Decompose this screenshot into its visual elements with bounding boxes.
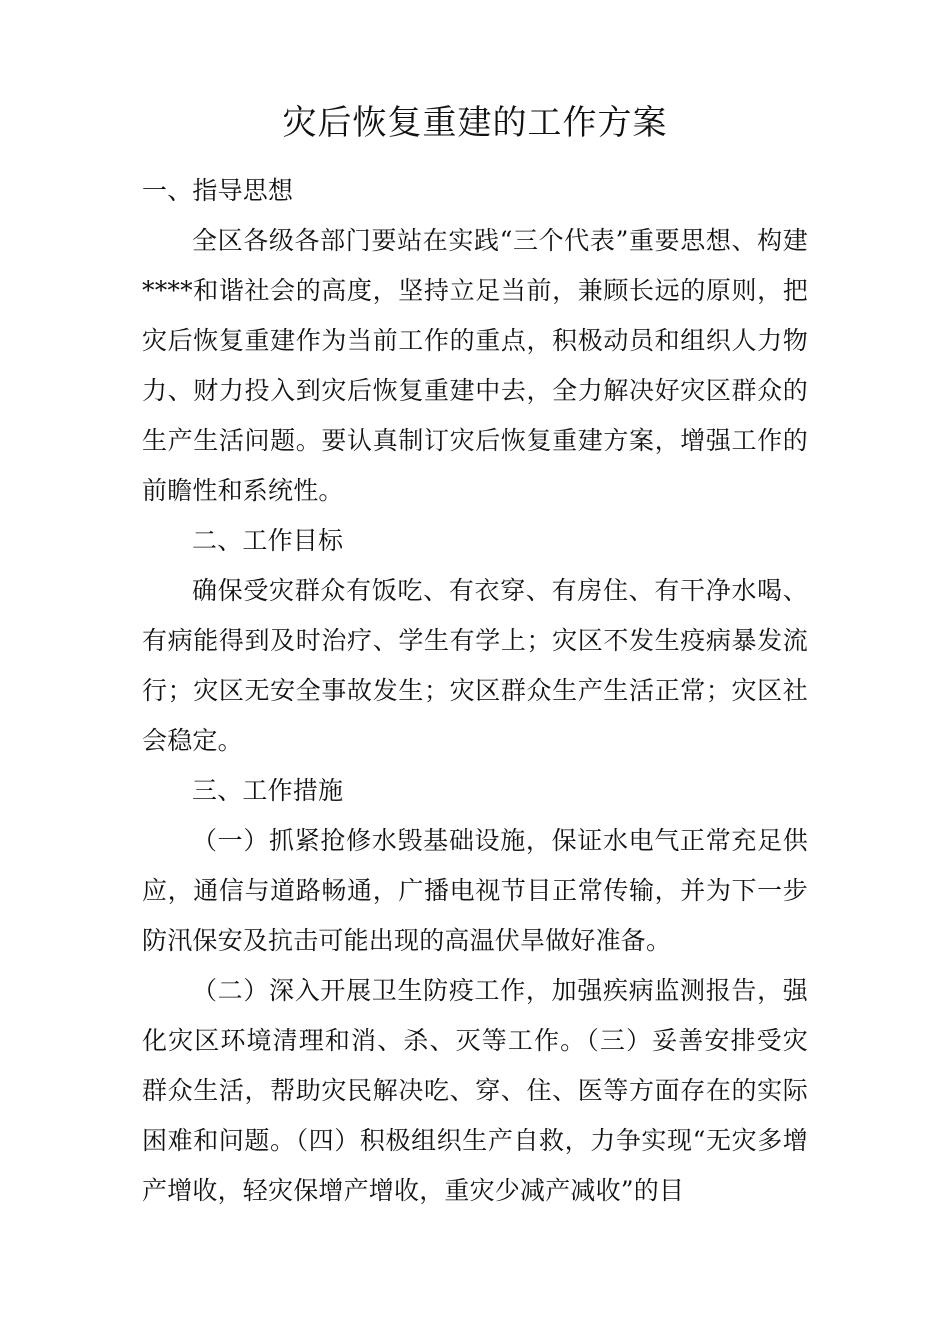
document-body [142, 166, 808, 1216]
section-heading-work-goals: 二、工作目标 [192, 526, 344, 555]
paragraph-measures-two-to-four: （二）深入开展卫生防疫工作，加强疾病监测报告，强化灾区环境清理和消、杀、灭等工作。（三）妥善安排受灾群众生活，帮助灾民解决吃、穿、住、医等方面存在的实际困难和问题。（四）积极组织生产自救，力争实现“无灾多增产增收，轻灾保增产增收，重灾少减产减收”的目 [142, 976, 808, 1205]
section-heading-guiding-ideology: 一、指导思想 [142, 176, 294, 205]
paragraph-measure-one: （一）抓紧抢修水毁基础设施，保证水电气正常充足供应，通信与道路畅通，广播电视节目正常传输，并为下一步防汛保安及抗击可能出现的高温伏旱做好准备。 [142, 826, 808, 955]
paragraph-work-goals: 确保受灾群众有饭吃、有衣穿、有房住、有干净水喝、有病能得到及时治疗、学生有学上；灾区不发生疫病暴发流行；灾区无安全事故发生；灾区群众生产生活正常；灾区社会稳定。 [142, 576, 808, 755]
paragraph-guiding-ideology: 全区各级各部门要站在实践“三个代表”重要思想、构建****和谐社会的高度，坚持立足当前，兼顾长远的原则，把灾后恢复重建作为当前工作的重点，积极动员和组织人力物力、财力投入到灾后恢复重建中去，全力解决好灾区群众的生产生活问题。要认真制订灾后恢复重建方案，增强工作的前瞻性和系统性。 [142, 226, 808, 505]
section-heading-work-measures: 三、工作措施 [192, 776, 344, 805]
document-title: 灾后恢复重建的工作方案 [282, 103, 668, 143]
